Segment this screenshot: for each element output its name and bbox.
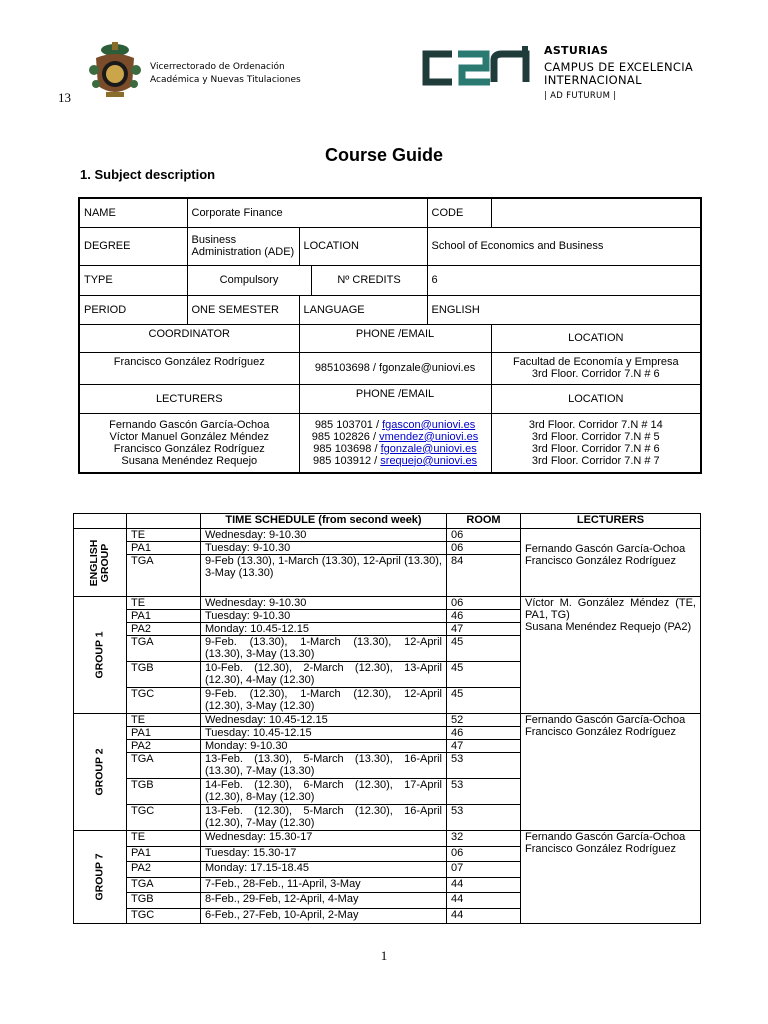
session-time: Wednesday: 10.45-12.15	[201, 714, 447, 727]
group-header-cell	[74, 514, 127, 529]
lecturer-name: Fernando Gascón García-Ochoa	[109, 418, 270, 431]
page-title: Course Guide	[324, 145, 444, 165]
lecturer-contact: 985 102826 / vmendez@uniovi.es	[311, 430, 479, 443]
campus-excellence: CAMPUS DE EXCELENCIA	[544, 60, 694, 74]
group-lecturer: Francisco González Rodríguez	[525, 726, 677, 738]
table-row	[74, 529, 701, 542]
name-value: Corporate Finance	[187, 198, 427, 227]
lecturer-locations	[491, 413, 701, 473]
page-number: 1	[380, 948, 388, 963]
lecturer-contact: 985 103698 / fgonzale@uniovi.es	[313, 442, 477, 455]
session-room: 45	[447, 688, 521, 714]
coordinator-label: COORDINATOR	[79, 324, 299, 352]
vice-rectorate-line-1: Vicerrectorado de Ordenación	[150, 62, 285, 72]
session-time: Monday: 10.45-12.15	[201, 623, 447, 636]
session-time: Wednesday: 9-10.30	[201, 597, 447, 610]
table-row	[74, 597, 701, 610]
group-label-1	[74, 597, 127, 714]
session-time: 8-Feb., 29-Feb, 12-April, 4-May	[201, 893, 447, 909]
session-code: TE	[127, 714, 201, 727]
table-row	[74, 714, 701, 727]
session-code: TGB	[127, 893, 201, 909]
session-time: 13-Feb. (12.30), 5-March (12.30), 16-April (12.30), 7-May (12.30)	[201, 805, 447, 831]
university-seal-icon	[86, 40, 144, 100]
lecturer-name: Víctor Manuel González Méndez	[109, 430, 270, 443]
session-room: 06	[447, 529, 521, 542]
campus-ad-futurum: | AD FUTURUM |	[544, 91, 617, 101]
session-time: Tuesday: 9-10.30	[201, 542, 447, 555]
session-code: PA2	[127, 740, 201, 753]
session-time: 9-Feb (13.30), 1-March (13.30), 12-April (13.30), 3-May (13.30)	[201, 555, 447, 597]
coordinator-header-row	[79, 324, 701, 352]
coordinator-location	[491, 352, 701, 384]
session-room: 84	[447, 555, 521, 597]
period-label: PERIOD	[79, 295, 187, 324]
group-lecturers	[521, 714, 701, 831]
session-time: 10-Feb. (12.30), 2-March (12.30), 13-April (12.30), 4-May (12.30)	[201, 662, 447, 688]
session-code: PA2	[127, 623, 201, 636]
credits-label: Nº CREDITS	[311, 265, 427, 295]
group-label-7	[74, 831, 127, 924]
group-lecturers	[521, 597, 701, 714]
code-value	[491, 198, 701, 227]
lecturer-location: 3rd Floor. Corridor 7.N # 14	[528, 418, 663, 431]
location-label: LOCATION	[299, 227, 427, 265]
lecturer-name: Susana Menéndez Requejo	[121, 454, 258, 467]
group-label-text: GROUP 7	[93, 853, 106, 901]
group-label-2	[74, 714, 127, 831]
lecturers-header-row	[79, 384, 701, 413]
session-code: TGA	[127, 555, 201, 597]
period-value: ONE SEMESTER	[187, 295, 299, 324]
lecturer-phone: 985 103698	[313, 442, 372, 455]
session-code: PA2	[127, 862, 201, 878]
session-code: PA1	[127, 542, 201, 555]
lecturers-location-label: LOCATION	[491, 384, 701, 413]
session-room: 45	[447, 636, 521, 662]
name-row	[79, 198, 701, 227]
group-label-text: GROUP 2	[93, 748, 106, 796]
session-time: 13-Feb. (13.30), 5-March (13.30), 16-April (13.30), 7-May (13.30)	[201, 753, 447, 779]
session-code: TGA	[127, 753, 201, 779]
lecturer-location: 3rd Floor. Corridor 7.N # 6	[531, 442, 660, 455]
group-label-line: GROUP	[99, 543, 111, 582]
group-lecturers	[521, 529, 701, 597]
subject-description-table	[78, 197, 702, 474]
lecturers-phone-email-label: PHONE /EMAIL	[299, 384, 491, 413]
code-header-cell	[127, 514, 201, 529]
room-header: ROOM	[447, 514, 521, 529]
session-code: TGA	[127, 636, 201, 662]
side-page-number: 13	[58, 90, 71, 105]
session-code: TE	[127, 529, 201, 542]
lecturers-header: LECTURERS	[521, 514, 701, 529]
session-room: 44	[447, 908, 521, 924]
session-room: 07	[447, 862, 521, 878]
lecturer-email-link[interactable]: vmendez@uniovi.es	[379, 430, 479, 443]
coordinator-row	[79, 352, 701, 384]
lecturer-email-link[interactable]: srequejo@uniovi.es	[380, 454, 478, 467]
name-label: NAME	[79, 198, 187, 227]
language-value: ENGLISH	[427, 295, 701, 324]
type-row	[79, 265, 701, 295]
session-time: Tuesday: 15.30-17	[201, 846, 447, 862]
group-lecturer: Fernando Gascón García-Ochoa	[525, 714, 686, 726]
group-label-english	[74, 529, 127, 597]
session-time: 14-Feb. (12.30), 6-March (12.30), 17-April (12.30), 8-May (12.30)	[201, 779, 447, 805]
session-code: TE	[127, 831, 201, 847]
session-time: Monday: 17.15-18.45	[201, 862, 447, 878]
period-row	[79, 295, 701, 324]
group-lecturer: Francisco González Rodríguez	[525, 555, 677, 567]
lecturer-location: 3rd Floor. Corridor 7.N # 7	[531, 454, 660, 467]
time-schedule-table	[73, 513, 701, 924]
session-code: TGA	[127, 877, 201, 893]
session-code: TGB	[127, 779, 201, 805]
session-room: 44	[447, 877, 521, 893]
session-code: PA1	[127, 610, 201, 623]
session-code: TGC	[127, 688, 201, 714]
campus-international: INTERNACIONAL	[544, 73, 642, 87]
group-lecturers	[521, 831, 701, 924]
lecturer-phone: 985 103701	[314, 418, 373, 431]
group-label-line: ENGLISH	[88, 539, 100, 586]
session-room: 06	[447, 597, 521, 610]
session-room: 06	[447, 542, 521, 555]
coordinator-location-line-2: 3rd Floor. Corridor 7.N # 6	[531, 368, 660, 380]
degree-value: Business Administration (ADE)	[187, 227, 299, 265]
session-room: 47	[447, 623, 521, 636]
session-room: 53	[447, 753, 521, 779]
session-time: 9-Feb. (13.30), 1-March (13.30), 12-April (13.30), 3-May (13.30)	[201, 636, 447, 662]
session-room: 53	[447, 805, 521, 831]
lecturer-location: 3rd Floor. Corridor 7.N # 5	[531, 430, 660, 443]
campus-excellence-logo-icon	[422, 46, 532, 90]
session-room: 52	[447, 714, 521, 727]
code-label: CODE	[427, 198, 491, 227]
session-room: 46	[447, 727, 521, 740]
schedule-header-row	[74, 514, 701, 529]
session-code: TGC	[127, 805, 201, 831]
session-code: TGB	[127, 662, 201, 688]
lecturer-email-link[interactable]: fgascon@uniovi.es	[382, 418, 476, 431]
session-time: 7-Feb., 28-Feb., 11-April, 3-May	[201, 877, 447, 893]
session-time: 6-Feb., 27-Feb, 10-April, 2-May	[201, 908, 447, 924]
campus-asturias: ASTURIAS	[544, 44, 609, 57]
lecturer-phone: 985 103912	[312, 454, 372, 467]
session-time: Tuesday: 10.45-12.15	[201, 727, 447, 740]
group-lecturer: Susana Menéndez Requejo (PA2)	[525, 621, 692, 633]
phone-email-label: PHONE /EMAIL	[299, 324, 491, 352]
degree-row	[79, 227, 701, 265]
session-room: 32	[447, 831, 521, 847]
type-label: TYPE	[79, 265, 187, 295]
lecturer-contact: 985 103912 / srequejo@uniovi.es	[312, 454, 478, 467]
credits-value: 6	[427, 265, 701, 295]
lecturers-label: LECTURERS	[79, 384, 299, 413]
type-value: Compulsory	[187, 265, 311, 295]
session-code: PA1	[127, 727, 201, 740]
session-room: 53	[447, 779, 521, 805]
session-room: 46	[447, 610, 521, 623]
lecturers-row	[79, 413, 701, 473]
session-code: TGC	[127, 908, 201, 924]
lecturer-contacts	[299, 413, 491, 473]
session-time: 9-Feb. (12.30), 1-March (12.30), 12-April (12.30), 3-May (12.30)	[201, 688, 447, 714]
session-time: Tuesday: 9-10.30	[201, 610, 447, 623]
coordinator-contact: 985103698 / fgonzale@uniovi.es	[299, 352, 491, 384]
group-lecturer: Francisco González Rodríguez	[525, 843, 677, 855]
section-heading: 1. Subject description	[80, 167, 216, 182]
degree-label: DEGREE	[79, 227, 187, 265]
lecturer-name: Francisco González Rodríguez	[113, 442, 265, 455]
time-schedule-header: TIME SCHEDULE (from second week)	[201, 514, 447, 529]
session-room: 47	[447, 740, 521, 753]
session-time: Monday: 9-10.30	[201, 740, 447, 753]
location-value: School of Economics and Business	[427, 227, 701, 265]
session-room: 06	[447, 846, 521, 862]
session-code: TE	[127, 597, 201, 610]
lecturer-names	[79, 413, 299, 473]
coordinator-name: Francisco González Rodríguez	[79, 352, 299, 384]
group-label-text: GROUP 1	[93, 631, 106, 679]
session-room: 44	[447, 893, 521, 909]
vice-rectorate-line-2: Académica y Nuevas Titulaciones	[150, 75, 301, 85]
session-code: PA1	[127, 846, 201, 862]
lecturer-phone: 985 102826	[311, 430, 370, 443]
group-lecturer: Víctor M. González Méndez (TE, PA1, TG)	[525, 597, 696, 621]
coordinator-location-line-1: Facultad de Economía y Empresa	[512, 356, 679, 368]
session-time: Wednesday: 15.30-17	[201, 831, 447, 847]
session-room: 45	[447, 662, 521, 688]
language-label: LANGUAGE	[299, 295, 427, 324]
lecturer-email-link[interactable]: fgonzale@uniovi.es	[380, 442, 477, 455]
group-lecturer: Fernando Gascón García-Ochoa	[525, 543, 686, 555]
location-col-label: LOCATION	[491, 324, 701, 352]
group-lecturer: Fernando Gascón García-Ochoa	[525, 831, 686, 843]
table-row	[74, 831, 701, 847]
lecturer-contact: 985 103701 / fgascon@uniovi.es	[314, 418, 476, 431]
session-time: Wednesday: 9-10.30	[201, 529, 447, 542]
